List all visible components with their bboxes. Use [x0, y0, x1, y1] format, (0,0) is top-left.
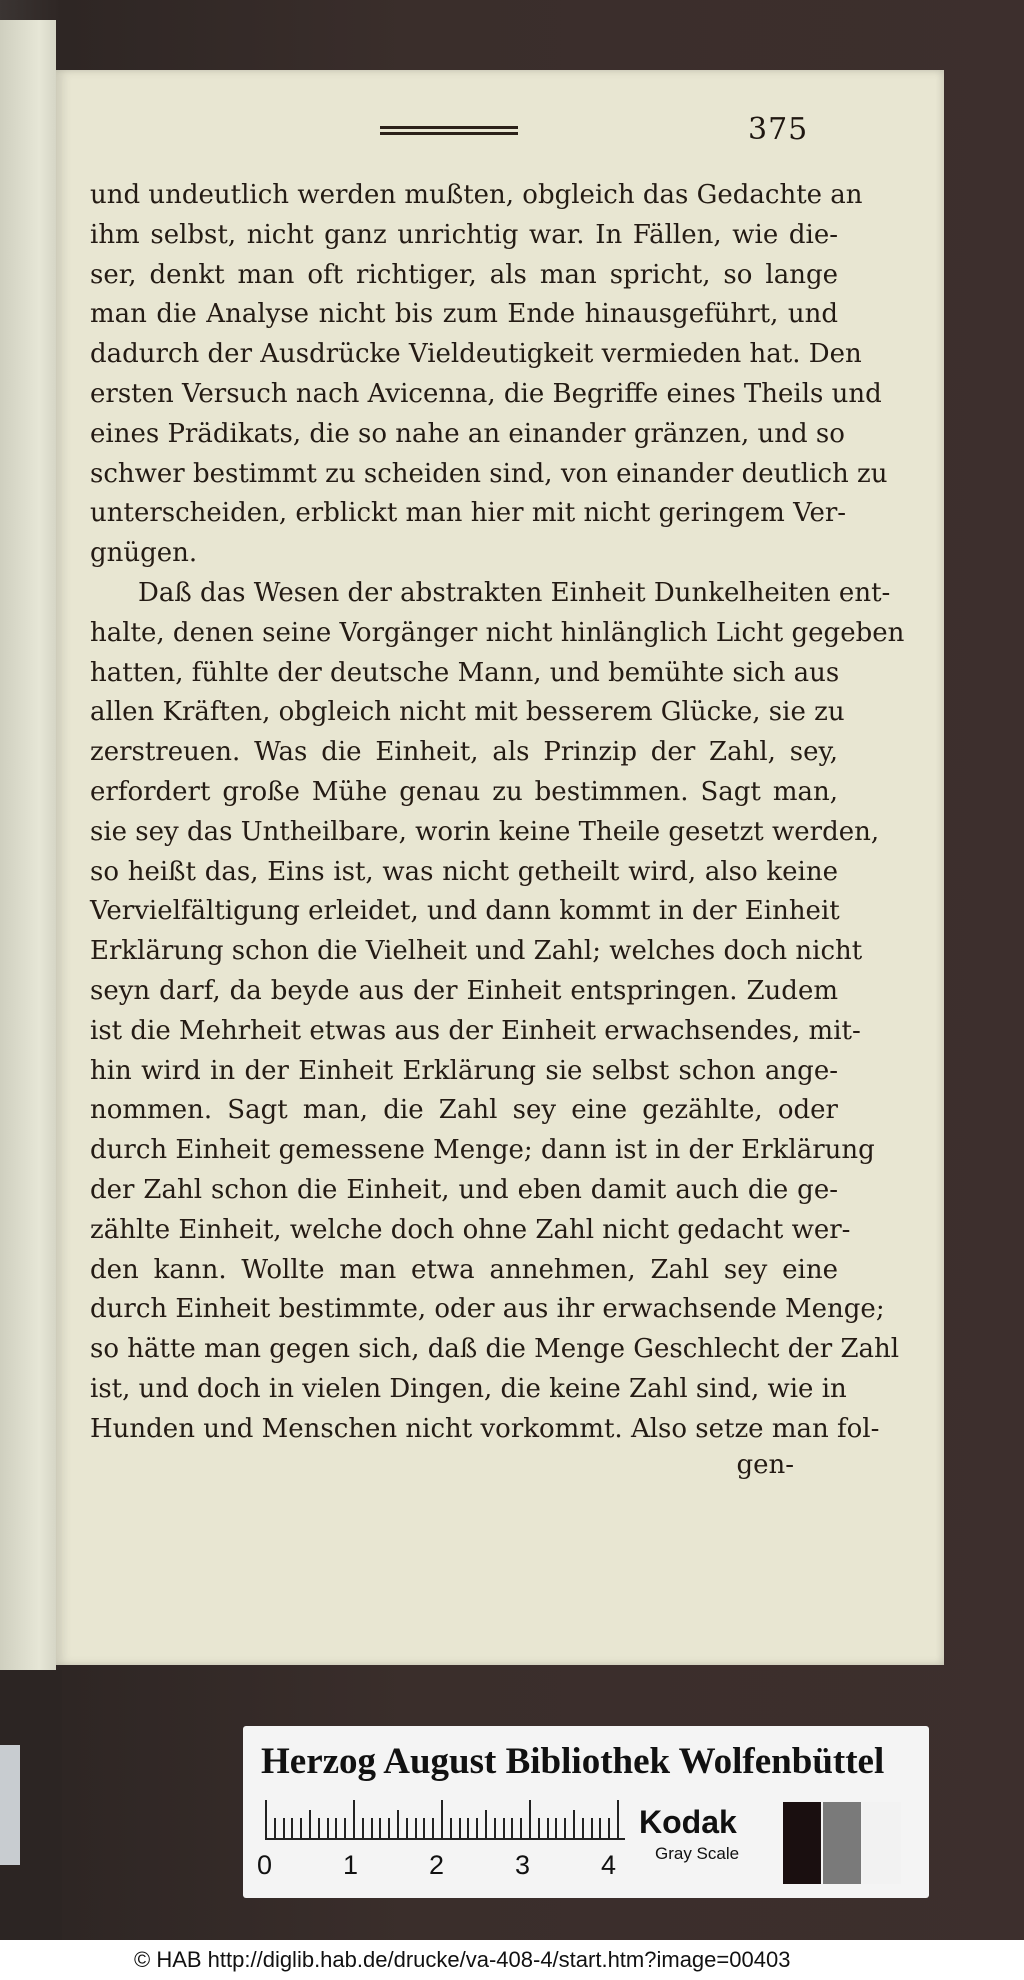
text-line: ist die Mehrheit etwas aus der Einheit erwachsendes, mit- [90, 1015, 861, 1046]
text-line: nommen. Sagt man, die Zahl sey eine gezählte, oder [90, 1095, 838, 1126]
ruler-tick [608, 1818, 610, 1838]
ruler-tick [432, 1818, 434, 1838]
text-line: durch Einheit bestimmte, oder aus ihr erwachsende Menge; [90, 1294, 885, 1325]
card-edge [0, 1745, 20, 1865]
text-line: so heißt das, Eins ist, was nicht getheilt wird, also keine [90, 856, 838, 887]
text-line: dadurch der Ausdrücke Vieldeutigkeit vermieden hat. Den [90, 339, 862, 370]
ruler-tick [283, 1818, 285, 1838]
text-line: den kann. Wollte man etwa annehmen, Zahl sey eine [90, 1254, 838, 1285]
ruler-tick [494, 1818, 496, 1838]
ruler-tick [274, 1818, 276, 1838]
text-line: Daß das Wesen der abstrakten Einheit Dunkelheiten ent- [138, 577, 891, 608]
previous-page-edge [0, 20, 56, 1670]
text-line: und undeutlich werden mußten, obgleich das Gedachte an [90, 180, 863, 210]
body-text [90, 176, 905, 1450]
gray-swatch [823, 1802, 861, 1884]
text-line: der Zahl schon die Einheit, und eben damit auch die ge- [90, 1174, 838, 1205]
card-title: Herzog August Bibliothek Wolfenbüttel [261, 1741, 885, 1782]
ruler-tick [362, 1818, 364, 1838]
ruler-tick [353, 1800, 355, 1838]
ruler-tick [467, 1818, 469, 1838]
ruler-tick [335, 1818, 337, 1838]
ruler-tick [520, 1818, 522, 1838]
text-line: unterscheiden, erblickt man hier mit nicht geringem Ver- [90, 498, 847, 529]
ruler-tick [388, 1818, 390, 1838]
text-line: man die Analyse nicht bis zum Ende hinausgeführt, und [90, 299, 838, 330]
ruler-tick [423, 1818, 425, 1838]
gray-swatch [783, 1802, 821, 1884]
ruler-number: 0 [257, 1850, 273, 1880]
color-calibration-card [243, 1726, 929, 1898]
ruler-tick [441, 1800, 443, 1838]
ruler-tick [476, 1818, 478, 1838]
ruler-tick [485, 1810, 487, 1838]
ruler-number: 4 [601, 1850, 617, 1880]
ruler-tick [397, 1810, 399, 1838]
book-page [56, 70, 944, 1665]
ruler-number: 3 [515, 1850, 531, 1880]
ruler-scale [265, 1798, 625, 1840]
text-line: ihm selbst, nicht ganz unrichtig war. In Fällen, wie die- [90, 219, 838, 250]
text-line: hin wird in der Einheit Erklärung sie selbst schon ange- [90, 1055, 838, 1086]
text-line: seyn darf, da beyde aus der Einheit entspringen. Zudem [90, 975, 838, 1006]
text-line: erfordert große Mühe genau zu bestimmen. Sagt man, [90, 776, 838, 807]
ruler-tick [309, 1810, 311, 1838]
ruler-tick [582, 1818, 584, 1838]
text-line: ersten Versuch nach Avicenna, die Begriffe eines Theils und [90, 378, 882, 409]
ruler-tick [291, 1818, 293, 1838]
gray-scale-label: Gray Scale [655, 1844, 740, 1863]
ruler-tick [538, 1818, 540, 1838]
gray-swatch [863, 1802, 901, 1884]
footer-credit: © HAB http://diglib.hab.de/drucke/va-408-4/start.htm?image=00403 [134, 1947, 791, 1972]
text-line: Hunden und Menschen nicht vorkommt. Also setze man fol- [90, 1413, 880, 1444]
text-line: eines Prädikats, die so nahe an einander gränzen, und so [90, 418, 845, 449]
ruler-tick [318, 1818, 320, 1838]
text-line: halte, denen seine Vorgänger nicht hinlänglich Licht gegeben [90, 617, 905, 648]
text-line: sie sey das Untheilbare, worin keine Theile gesetzt werden, [90, 816, 880, 847]
ruler-tick [371, 1818, 373, 1838]
ruler-tick [379, 1818, 381, 1838]
ruler-tick [511, 1818, 513, 1838]
ruler-tick [591, 1818, 593, 1838]
ruler-tick [415, 1818, 417, 1838]
ruler-tick [406, 1818, 408, 1838]
ruler-tick [265, 1800, 267, 1838]
ruler-number: 1 [343, 1850, 359, 1880]
text-line: Erklärung schon die Vielheit und Zahl; welches doch nicht [90, 936, 863, 967]
header-rule [380, 126, 518, 135]
page-number: 375 [748, 112, 809, 147]
ruler-tick [617, 1800, 619, 1838]
ruler-tick [300, 1818, 302, 1838]
ruler-tick [529, 1800, 531, 1838]
ruler-tick [564, 1818, 566, 1838]
ruler-tick [459, 1818, 461, 1838]
text-line: Vervielfältigung erleidet, und dann kommt in der Einheit [90, 896, 840, 927]
text-line: ist, und doch in vielen Dingen, die keine Zahl sind, wie in [90, 1373, 847, 1404]
text-line: durch Einheit gemessene Menge; dann ist in der Erklärung [90, 1135, 875, 1166]
kodak-logo: Kodak [639, 1804, 737, 1840]
text-line: allen Kräften, obgleich nicht mit besserem Glücke, sie zu [90, 697, 845, 728]
text-line: ser, denkt man oft richtiger, als man spricht, so lange [90, 259, 838, 290]
text-line: zerstreuen. Was die Einheit, als Prinzip der Zahl, sey, [90, 737, 838, 768]
ruler-number: 2 [429, 1850, 445, 1880]
ruler-tick [599, 1818, 601, 1838]
text-line: so hätte man gegen sich, daß die Menge Geschlecht der Zahl [90, 1334, 900, 1365]
ruler-tick [573, 1810, 575, 1838]
catchword: gen- [736, 1450, 794, 1480]
footer-bar [0, 1940, 1024, 1980]
ruler-tick [450, 1818, 452, 1838]
ruler-tick [555, 1818, 557, 1838]
ruler-tick [503, 1818, 505, 1838]
text-line: gnügen. [90, 538, 198, 569]
text-line: hatten, fühlte der deutsche Mann, und bemühte sich aus [90, 657, 840, 688]
text-line: zählte Einheit, welche doch ohne Zahl nicht gedacht wer- [90, 1214, 851, 1245]
ruler-tick [327, 1818, 329, 1838]
text-line: schwer bestimmt zu scheiden sind, von einander deutlich zu [90, 458, 888, 489]
ruler-tick [344, 1818, 346, 1838]
ruler-tick [547, 1818, 549, 1838]
